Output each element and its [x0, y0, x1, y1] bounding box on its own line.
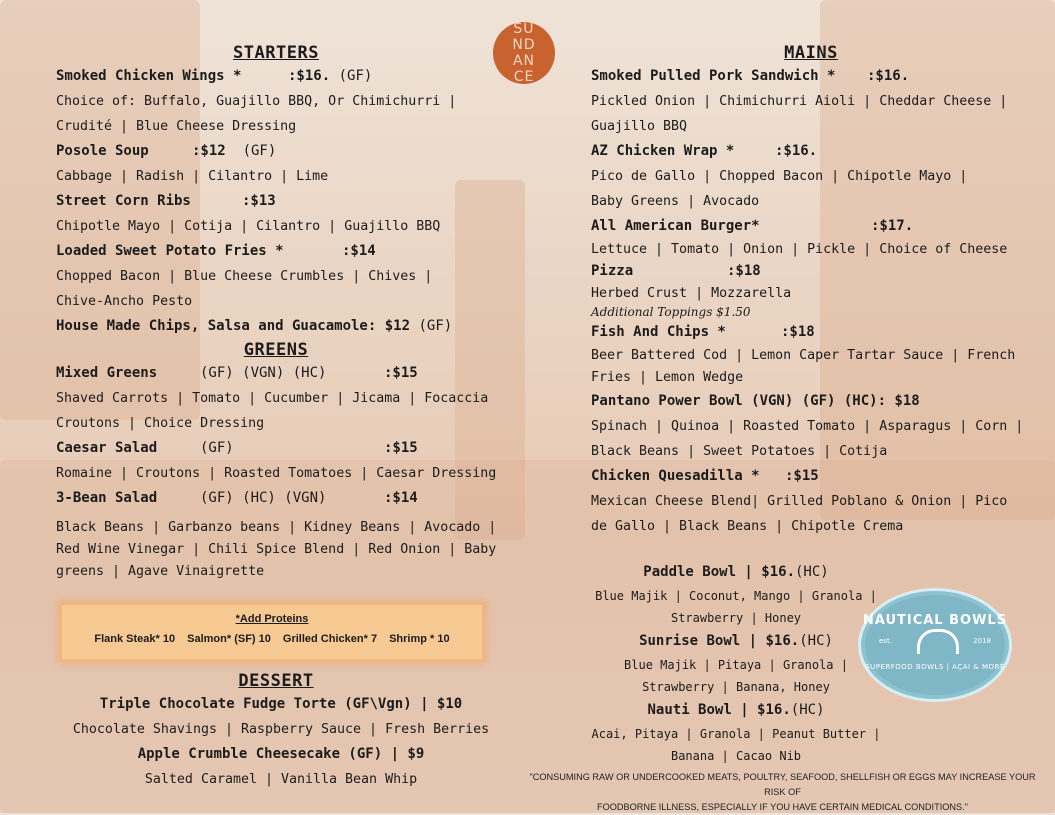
item-description: Strawberry | Honey — [670, 611, 802, 625]
menu-item-paddle-bowl: Paddle Bowl | $16.(HC) — [643, 564, 829, 580]
item-description: Blue Majik | Coconut, Mango | Granola | — [595, 589, 877, 603]
menu-item-chips-salsa: House Made Chips, Salsa and Guacamole: $12 (GF) — [56, 318, 453, 334]
left-column — [56, 42, 496, 583]
menu-item-caesar-salad: Caesar Salad (GF) :$15 — [56, 440, 418, 456]
dessert-section — [56, 670, 506, 792]
menu-item-power-bowl: Pantano Power Bowl (VGN) (GF) (HC): $18 — [591, 393, 920, 409]
item-description: Chive-Ancho Pesto — [56, 294, 193, 309]
item-description: Herbed Crust | Mozzarella — [591, 286, 792, 301]
item-description: Romaine | Croutons | Roasted Tomatoes | Caesar Dressing — [56, 466, 497, 481]
item-description: Chocolate Shavings | Raspberry Sauce | Fresh Berries — [72, 722, 490, 737]
protein-item: Shrimp * 10 — [389, 633, 450, 645]
menu-item-wings: Smoked Chicken Wings * :$16. (GF) — [56, 68, 373, 84]
item-description: greens | Agave Vinaigrette — [56, 564, 265, 579]
menu-item-az-chicken-wrap: AZ Chicken Wrap * :$16. — [591, 143, 818, 159]
mains-title: MAINS — [784, 43, 838, 63]
item-description: Black Beans | Garbanzo beans | Kidney Beans | Avocado | — [56, 520, 497, 535]
item-description: Black Beans | Sweet Potatoes | Cotija — [591, 444, 888, 459]
item-description: Beer Battered Cod | Lemon Caper Tartar Sauce | French — [591, 348, 1016, 363]
item-description: Chipotle Mayo | Cotija | Cilantro | Guajillo BBQ — [56, 219, 441, 234]
item-description: Strawberry | Banana, Honey — [642, 680, 830, 694]
starters-title: STARTERS — [233, 43, 319, 63]
item-description: Cabbage | Radish | Cilantro | Lime — [56, 169, 329, 184]
item-description: de Gallo | Black Beans | Chipotle Crema — [591, 519, 904, 534]
menu-item-apple-cheesecake: Apple Crumble Cheesecake (GF) | $9 — [137, 746, 425, 762]
item-description: Shaved Carrots | Tomato | Cucumber | Jicama | Focaccia — [56, 391, 489, 406]
item-description: Crudité | Blue Cheese Dressing — [56, 119, 297, 134]
item-description: Chopped Bacon | Blue Cheese Crumbles | Chives | — [56, 269, 433, 284]
item-description: Choice of: Buffalo, Guajillo BBQ, Or Chimichurri | — [56, 94, 457, 109]
disclaimer-text: "CONSUMING RAW OR UNDERCOOKED MEATS, POULTRY, SEAFOOD, SHELLFISH OR EGGS MAY INCREASE YOUR RISK OF FOODBORNE ILLNESS, ESPECIALLY IF YOU HAVE CERTAIN MEDICAL CONDITIONS." — [529, 772, 1036, 812]
add-proteins-title: *Add Proteins — [235, 613, 309, 625]
menu-item-posole: Posole Soup :$12 (GF) — [56, 143, 277, 159]
item-description: Lettuce | Tomato | Onion | Pickle | Choice of Cheese — [591, 242, 1008, 257]
item-description: Red Wine Vinegar | Chili Spice Blend | Red Onion | Baby — [56, 542, 497, 557]
item-description: Banana | Cacao Nib — [670, 749, 802, 763]
item-description: Fries | Lemon Wedge — [591, 370, 744, 385]
menu-item-corn-ribs: Street Corn Ribs :$13 — [56, 193, 276, 209]
item-description: Mexican Cheese Blend| Grilled Poblano & Onion | Pico — [591, 494, 1008, 509]
item-description: Salted Caramel | Vanilla Bean Whip — [144, 772, 418, 787]
item-note: Additional Toppings $1.50 — [591, 305, 751, 319]
menu-item-quesadilla: Chicken Quesadilla * :$15 — [591, 468, 819, 484]
nautical-bowls-section — [591, 560, 881, 767]
menu-item-pulled-pork: Smoked Pulled Pork Sandwich * :$16. — [591, 68, 910, 84]
item-description: Pico de Gallo | Chopped Bacon | Chipotle Mayo | — [591, 169, 968, 184]
nautical-bowls-logo: NAUTICAL BOWLS est. 2018 SUPERFOOD BOWLS | AÇAI & MORE — [858, 588, 1012, 702]
greens-title: GREENS — [243, 340, 309, 360]
menu-item-burger: All American Burger* :$17. — [591, 218, 914, 234]
protein-item: Grilled Chicken* 7 — [282, 633, 378, 645]
item-description: Guajillo BBQ — [591, 119, 688, 134]
sundance-logo: SU ND AN CE — [493, 22, 555, 84]
dessert-title: DESSERT — [238, 671, 314, 691]
menu-item-nauti-bowl: Nauti Bowl | $16.(HC) — [647, 702, 825, 718]
menu-item-sunrise-bowl: Sunrise Bowl | $16.(HC) — [639, 633, 833, 649]
add-proteins-box — [60, 603, 484, 661]
menu-item-fish-chips: Fish And Chips * :$18 — [591, 324, 815, 340]
menu-item-chocolate-torte: Triple Chocolate Fudge Torte (GF\Vgn) | $10 — [99, 696, 463, 712]
menu-item-3-bean-salad: 3-Bean Salad (GF) (HC) (VGN) :$14 — [56, 490, 418, 506]
protein-item: Flank Steak* 10 — [94, 633, 176, 645]
item-description: Acai, Pitaya | Granola | Peanut Butter | — [591, 727, 881, 741]
protein-item: Salmon* (SF) 10 — [187, 633, 271, 645]
menu-item-pizza: Pizza :$18 — [591, 263, 761, 279]
right-column — [591, 42, 1031, 539]
item-description: Spinach | Quinoa | Roasted Tomato | Asparagus | Corn | — [591, 419, 1024, 434]
item-description: Croutons | Choice Dressing — [56, 416, 265, 431]
item-description: Baby Greens | Avocado — [591, 194, 760, 209]
item-description: Pickled Onion | Chimichurri Aioli | Cheddar Cheese | — [591, 94, 1008, 109]
menu-item-mixed-greens: Mixed Greens (GF) (VGN) (HC) :$15 — [56, 365, 418, 381]
item-description: Blue Majik | Pitaya | Granola | — [624, 658, 848, 672]
wave-icon — [917, 629, 959, 654]
menu-item-sweet-potato-fries: Loaded Sweet Potato Fries * :$14 — [56, 243, 376, 259]
